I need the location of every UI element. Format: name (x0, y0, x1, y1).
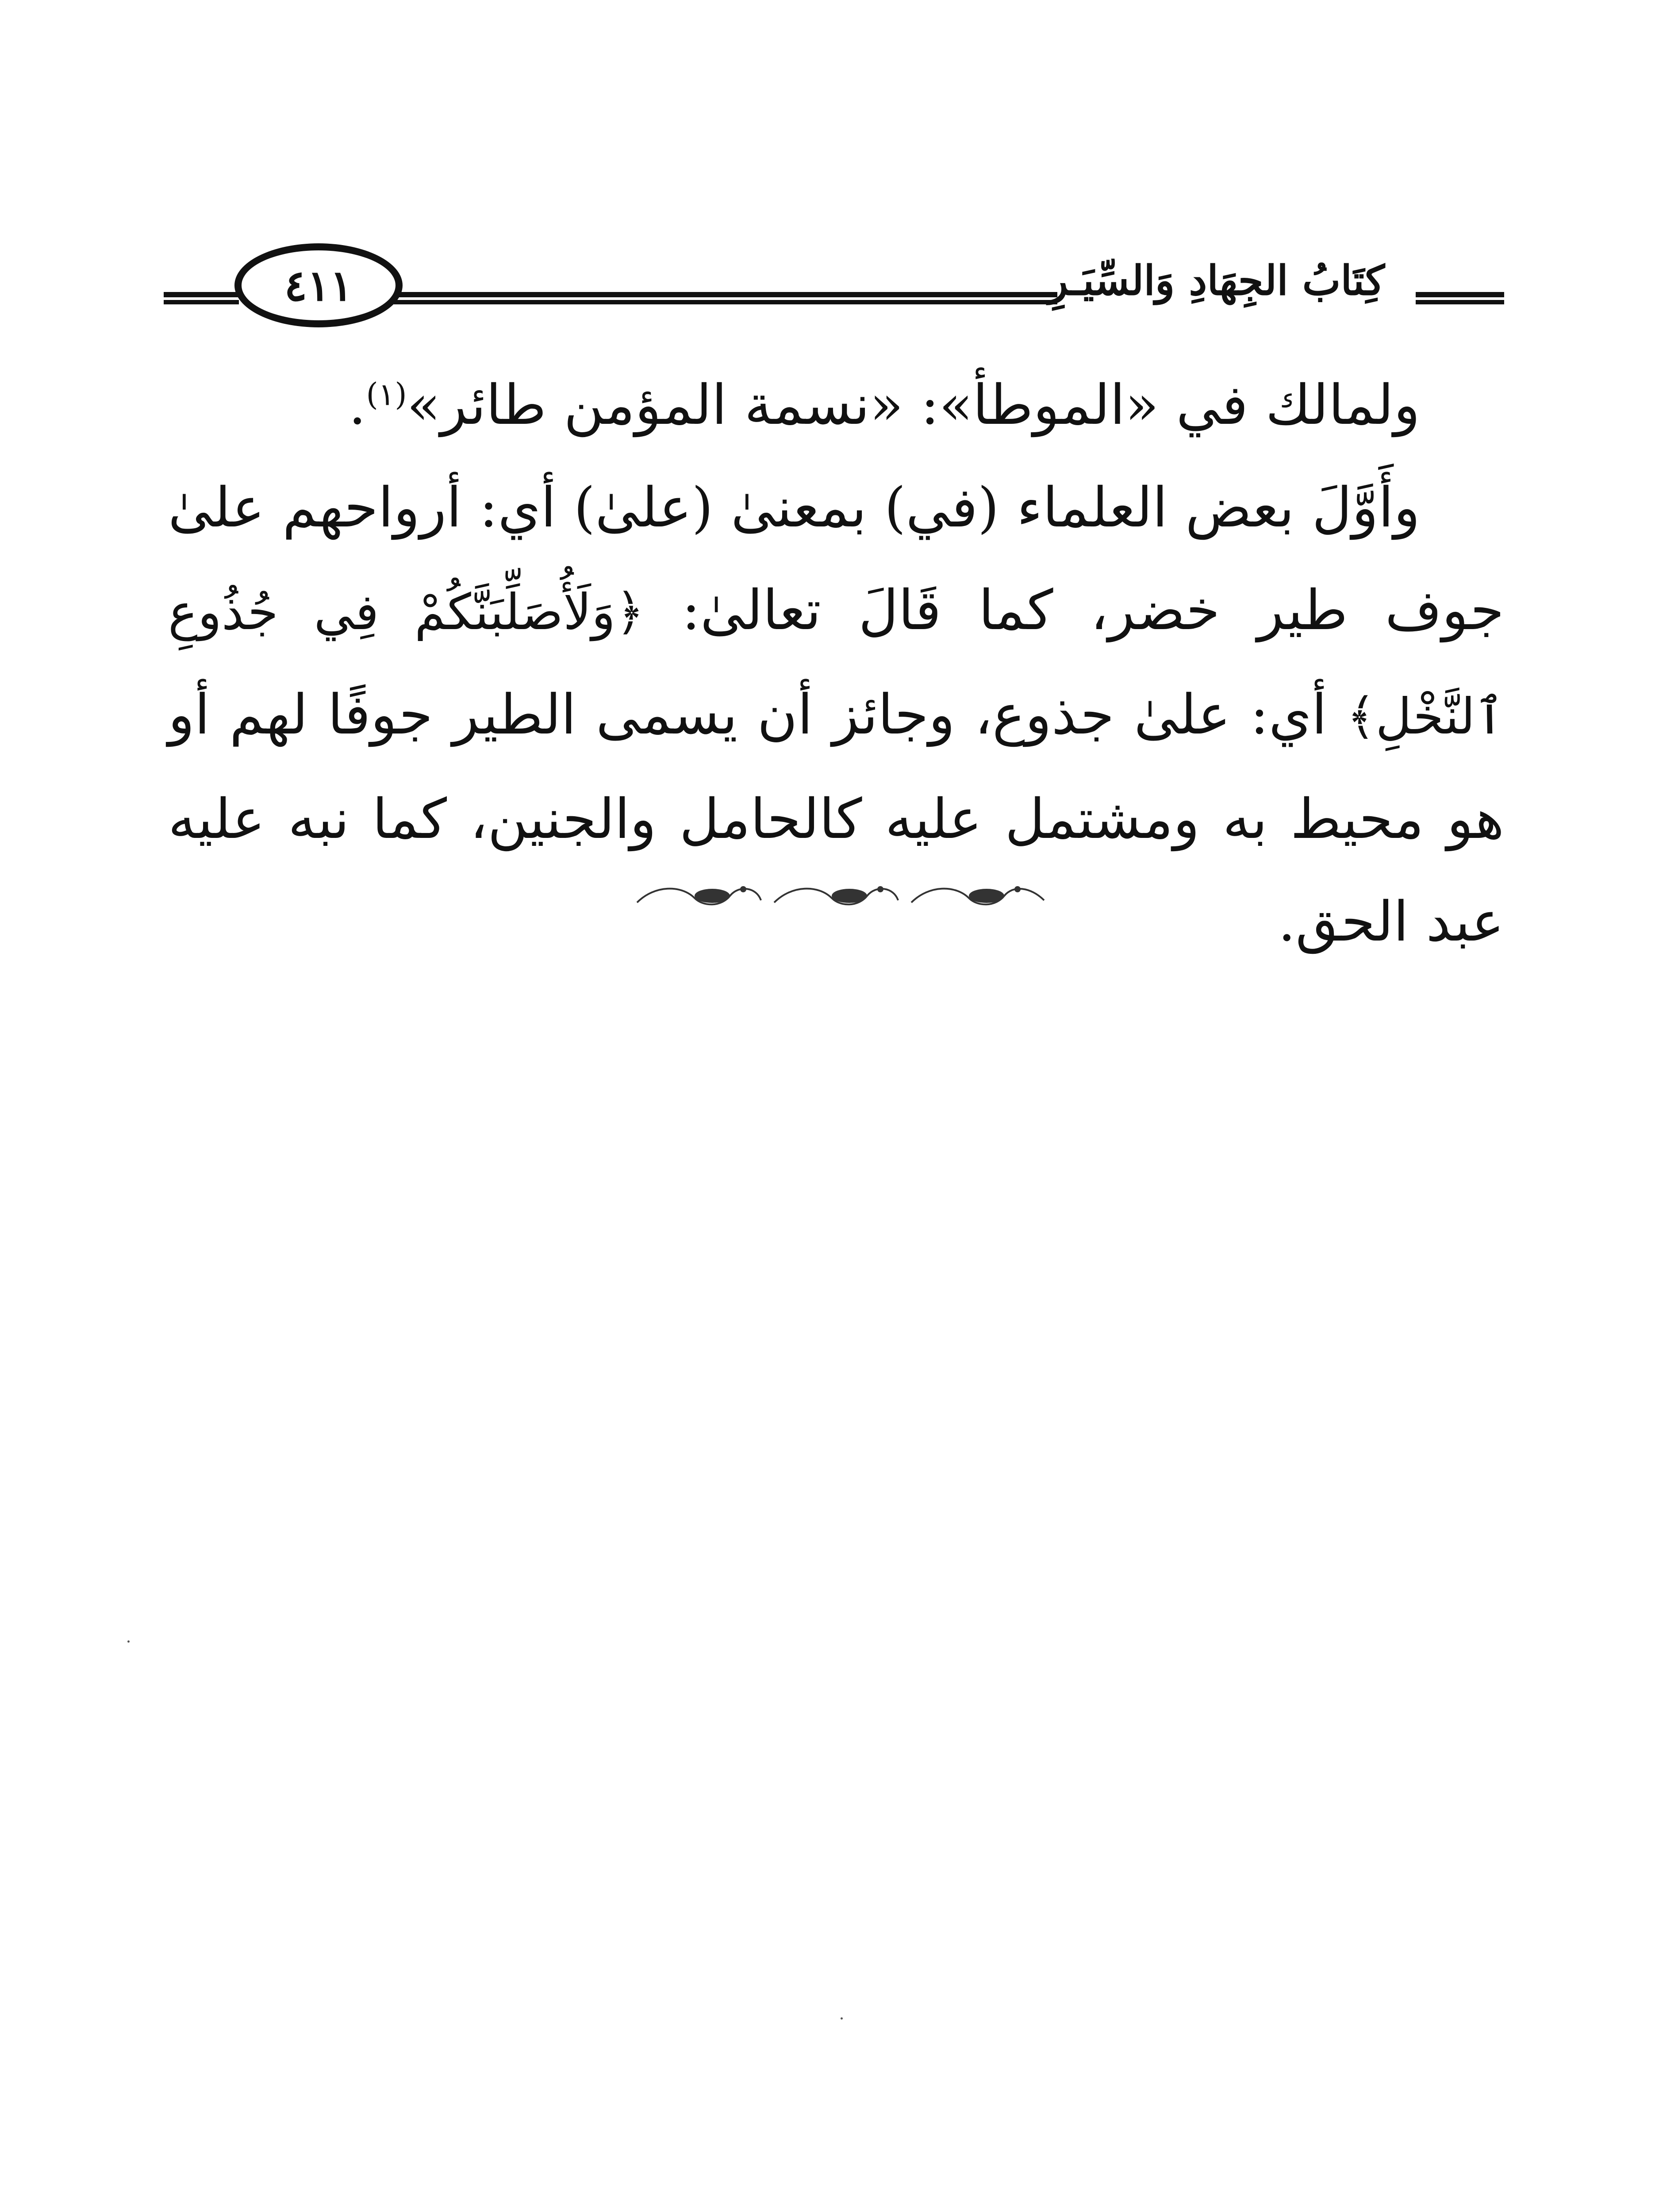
page-header (164, 226, 1504, 336)
paragraph-1 (168, 354, 1504, 457)
paragraph-1-end: . (349, 373, 366, 437)
footnote-reference[interactable]: (١) (366, 376, 407, 413)
quran-verse: ﴿وَلَأُصَلِّبَنَّكُمْ فِي جُذُوعِ ٱلنَّخْلِ﴾ (168, 584, 1504, 745)
scan-speck (127, 1640, 130, 1643)
paragraph-2-text-after: أي: علىٰ جذوع، وجائز أن يسمى الطير جوفًا لهم أو هو محيط به ومشتمل عليه كالحامل والجنين، كما نبه عليه عبد الحق. (168, 683, 1504, 954)
book-title: كِتَابُ الجِهَادِ وَالسِّيَـرِ (1048, 257, 1385, 304)
header-rule-middle (394, 292, 1057, 304)
scan-speck (841, 2017, 843, 2020)
floral-divider-ornament-icon (628, 876, 1053, 916)
header-rule-left (164, 292, 239, 304)
paragraph-1-text: ولمالك في «الموطأ»: «نسمة المؤمن طائر» (407, 373, 1420, 437)
paragraph-2-text-before: وأَوَّلَ بعض العلماء (في) بمعنىٰ (علىٰ) أي: أرواحهم علىٰ جوف طير خضر، كما قَالَ تعالىٰ: (168, 476, 1505, 642)
page-number: ٤١١ (284, 260, 353, 311)
header-rule-right (1416, 292, 1504, 304)
page-number-badge (234, 243, 403, 327)
